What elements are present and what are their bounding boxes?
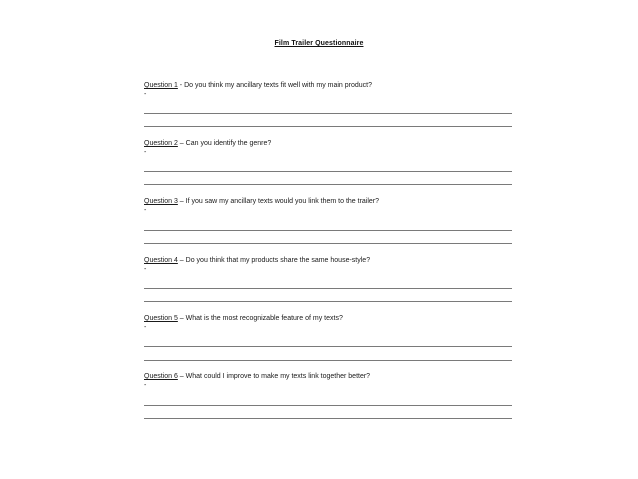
question-separator: – [177,140,186,147]
answer-dash: - [144,149,147,156]
question-separator: – [177,198,186,205]
question-label: Question 2 [144,140,178,147]
question-label: Question 1 [144,82,178,89]
answer-line [144,301,512,302]
question-body: Do you think my ancillary texts fit well with my main product? [184,82,372,89]
question-body: What could I improve to make my texts link together better? [185,373,371,380]
answer-dash: - [144,91,147,98]
question-block [144,314,512,331]
question-body: Can you identify the genre? [185,140,272,147]
question-text [144,372,512,381]
answer-line [144,418,512,419]
question-text [144,314,512,323]
answer-line [144,405,512,406]
question-body: What is the most recognizable feature of my texts? [185,315,343,322]
question-block [144,197,512,214]
answer-dash: - [144,266,147,273]
answer-line [144,360,512,361]
question-label: Question 5 [144,315,178,322]
answer-line [144,184,512,185]
question-block [144,256,512,273]
question-separator: - [177,82,185,89]
question-text [144,139,512,148]
question-separator: – [177,373,186,380]
question-label: Question 4 [144,257,178,264]
question-block [144,81,512,98]
question-label: Question 3 [144,198,178,205]
question-text [144,81,512,90]
answer-dash: - [144,207,147,214]
answer-line [144,171,512,172]
answer-line [144,230,512,231]
answer-line [144,346,512,347]
answer-line [144,113,512,114]
answer-dash: - [144,324,147,331]
answer-line [144,126,512,127]
answer-line [144,243,512,244]
question-block [144,372,512,389]
document-title: Film Trailer Questionnaire [274,40,364,47]
answer-dash: - [144,382,147,389]
question-body: If you saw my ancillary texts would you link them to the trailer? [185,198,380,205]
answer-line [144,288,512,289]
question-block [144,139,512,156]
question-label: Question 6 [144,373,178,380]
question-body: Do you think that my products share the same house-style? [185,257,371,264]
question-text [144,256,512,265]
question-separator: – [177,315,186,322]
question-text [144,197,512,206]
question-separator: – [177,257,186,264]
